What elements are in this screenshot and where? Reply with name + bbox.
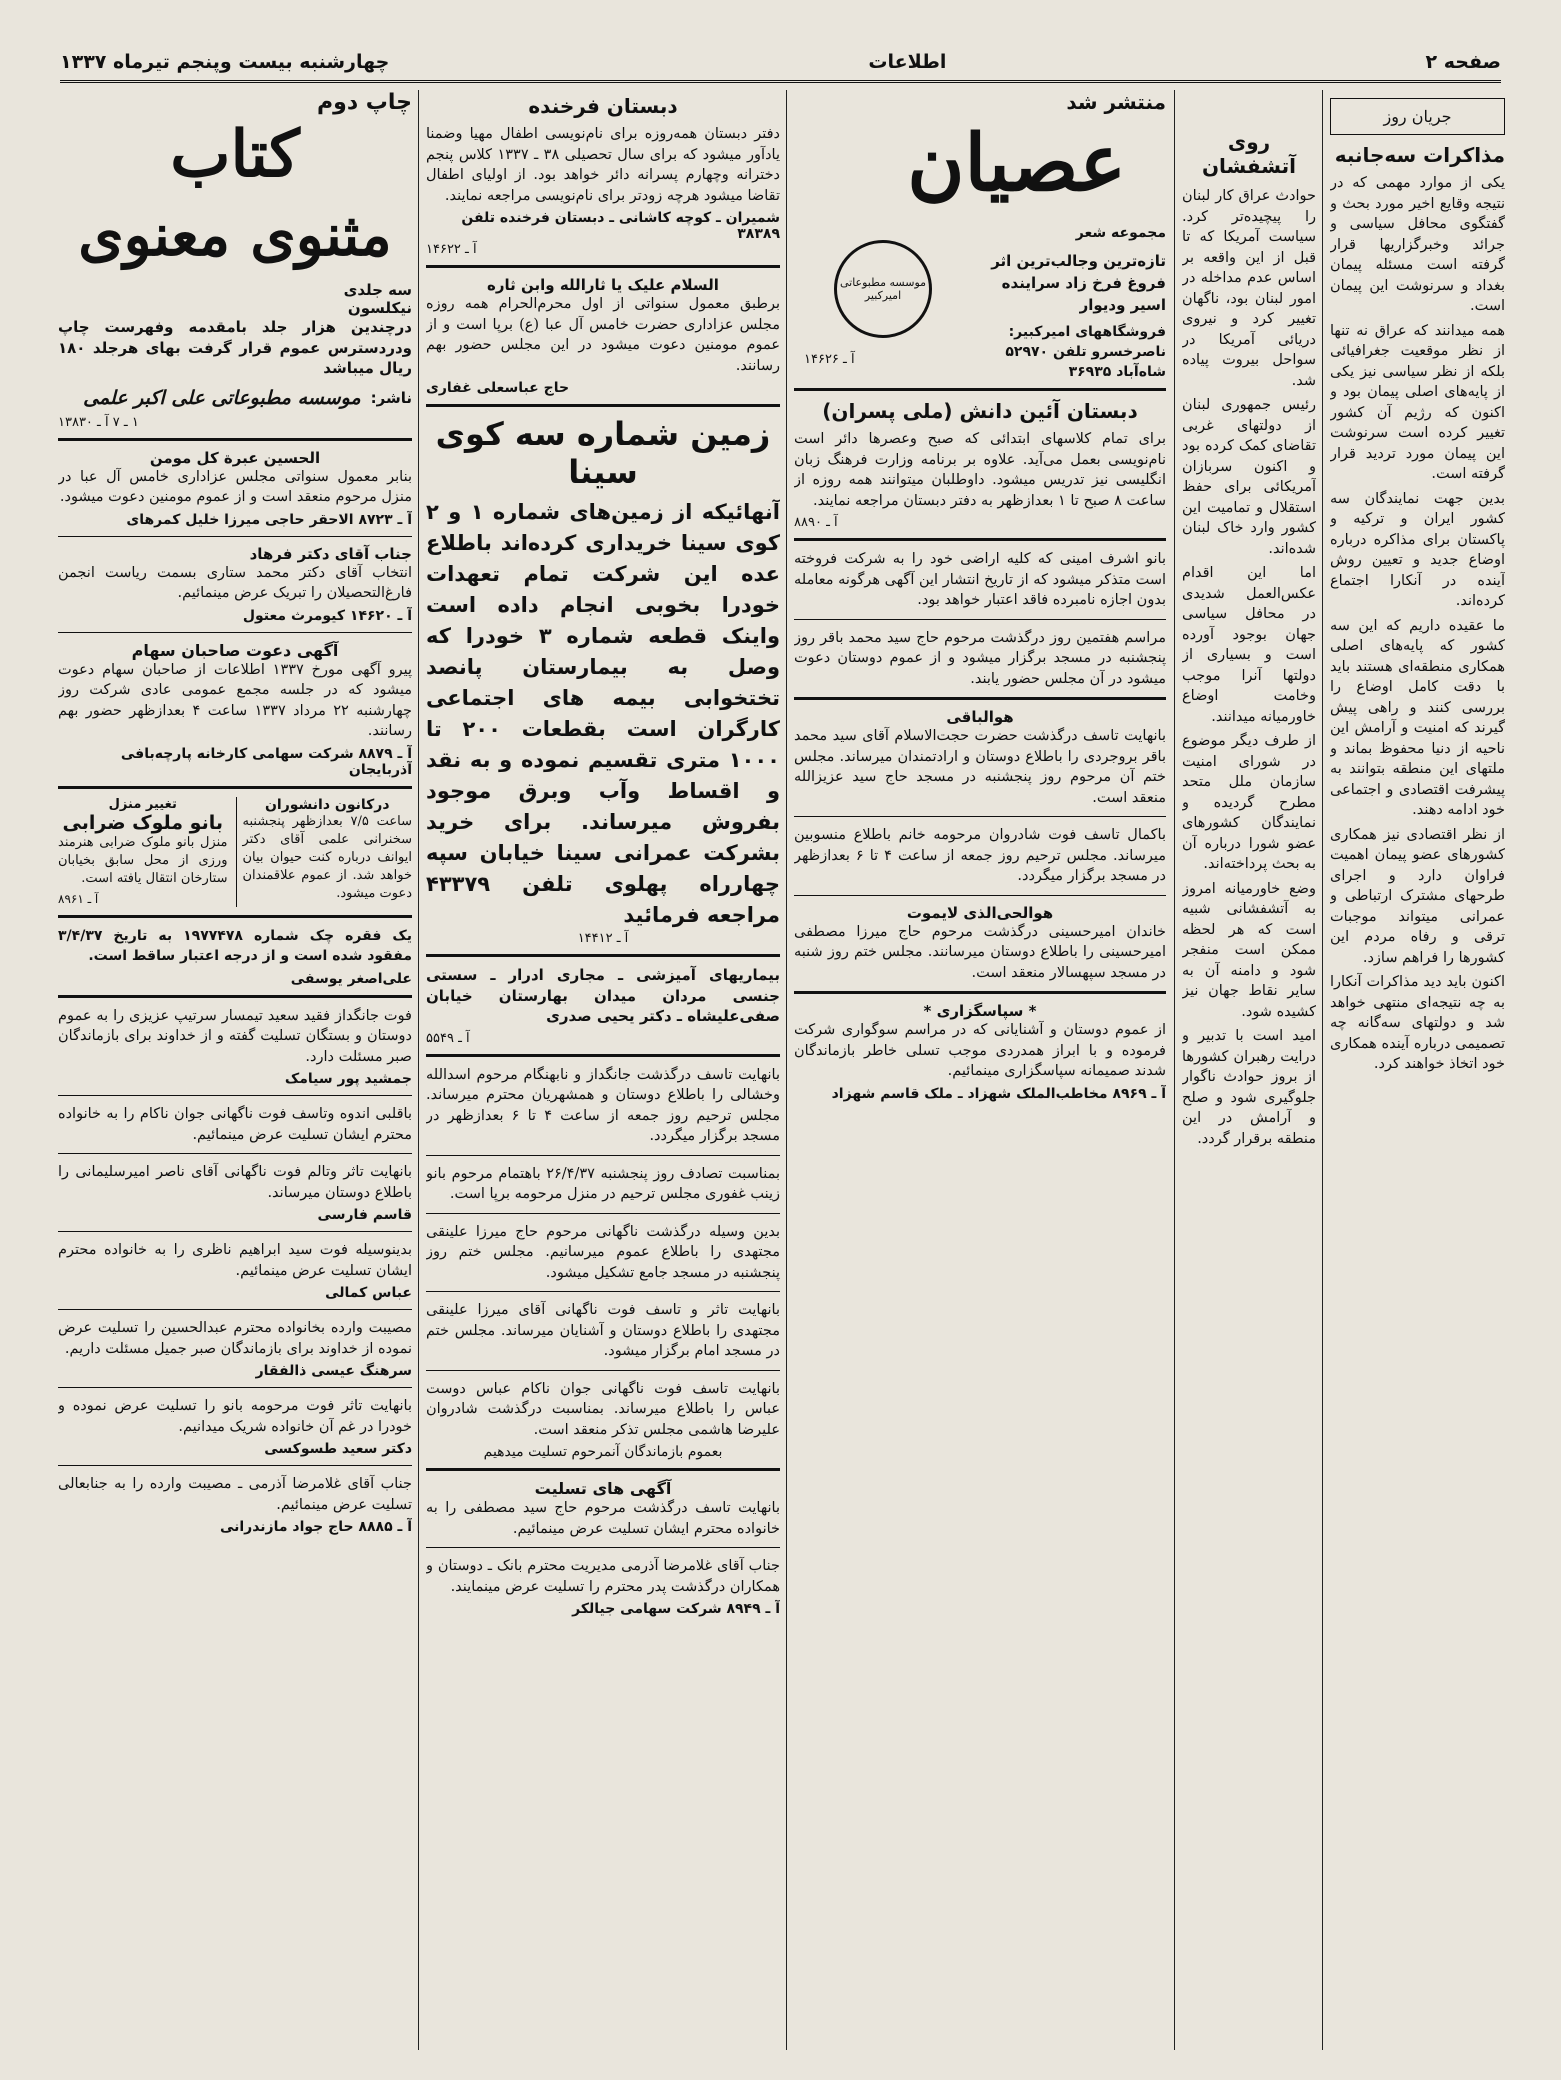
- religious-notice-text: برطبق معمول سنواتی از اول محرم‌الحرام همه روزه مجلس عزاداری حضرت خامس آل عبا (ع) برپا است و از عموم مومنین دعوت میشود در این مجلس حضور بهم رسانند.: [426, 296, 780, 374]
- book-genre: مجموعه شعر: [1075, 225, 1166, 241]
- signature-text: دکتر سعید طسوکسی: [264, 1441, 412, 1457]
- condolence-heading: آگهی های تسلیت: [534, 1479, 672, 1498]
- commentary-headline: روی آتشفشان: [1201, 130, 1297, 178]
- obituary-text: بانهایت تاسف فوت ناگهانی جوان ناکام عباس دوست عباس را باطلاع میرساند. بمناسبت درگذشت شادروان علیرضا هاشمی مجلس تذکر منعقد است.: [426, 1380, 780, 1438]
- notice-heading: الحسین عبرة کل مومن: [149, 448, 321, 467]
- small-ads-row: [58, 797, 412, 907]
- ads-column-center-left: [426, 90, 780, 2050]
- condolence-signature: [58, 1519, 412, 1535]
- commentary-paragraph: اما این اقدام عکس‌العمل شدیدی در محافل سیاسی جهان بوجود آورده است و بسیاری از دولتها آنرا موجب وخامت اوضاع خاورمیانه میدانند.: [1182, 565, 1316, 725]
- address-change-title: تغییر منزل: [108, 796, 177, 812]
- ad-code: آ ـ ۱۴۶۲۶: [804, 352, 855, 367]
- commentary-paragraph: وضع خاورمیانه امروز به آتشفشانی شبیه است که هر لحظه ممکن است منفجر شود و دامنه آن به سایر نقاط جهان نیز کشیده شود.: [1182, 880, 1316, 1020]
- religious-notice-signature: [426, 380, 780, 396]
- notice-signature: [58, 608, 412, 624]
- book-tagline: تازه‌ترین وجالب‌ترین اثر فروغ فرخ زاد سراینده اسیر ودیوار: [991, 252, 1166, 314]
- thanks-heading: * سپاسگزاری *: [923, 1002, 1037, 1020]
- commentary-paragraph: حوادث عراق کار لبنان را پیچیده‌تر کرد. سیاست آمریکا که تا قبل از این واقعه بر اساس عدم مداخله در امور لبنان بود، ناگهان تغییر کرد و نیروی دریائی آمریکا در سواحل بیروت پیاده شد.: [1182, 188, 1316, 389]
- issue-date: چهارشنبه بیست وپنجم تیرماه ۱۳۳۷: [60, 51, 390, 73]
- publisher-logo-text: موسسه مطبوعاتی امیرکبیر: [839, 276, 927, 302]
- ad-code: آ ـ ۵۵۴۹: [426, 1030, 470, 1046]
- condolence-text: بانهایت تاسف درگذشت مرحوم حاج سید مصطفی را به خانواده محترم ایشان تسلیت عرض مینمائیم.: [426, 1500, 780, 1537]
- condolence-text: بانهایت تاثر فوت مرحومه بانو را تسلیت عرض نموده و خودرا در غم آن خانواده شریک میدانیم.: [58, 1398, 412, 1435]
- editorial-paragraph: همه میدانند که عراق نه تنها از نظر موقعیت جغرافیائی بلکه از نظر سیاسی نیز یکی از پایه‌های اصلی پیمان بود و اکنون که رژیم آن کشور تغییر کرده است سرنوشت این پیمان مورد تردید قرار گرفته است.: [1330, 322, 1505, 482]
- school-address: شمیران ـ کوچه کاشانی ـ دبستان فرخنده تلفن ۳۸۳۸۹: [461, 210, 780, 242]
- signature-text: آ ـ ۸۸۸۵ حاج جواد مازندرانی: [219, 1519, 412, 1535]
- book-ad-name: مثنوی معنوی: [78, 201, 392, 269]
- second-edition-label: چاپ دوم: [317, 90, 412, 115]
- publisher-logo: [834, 240, 932, 338]
- editorial-paragraph: اکنون باید دید مذاکرات آنکارا به چه نتیجه‌ای منتهی خواهد شد و دولتهای سه‌گانه چه تصمیمی درباره آینده همکاری خود اتخاذ خواهند کرد.: [1330, 974, 1505, 1072]
- signature-text: عباس کمالی: [325, 1285, 412, 1301]
- page-number: صفحه ۲: [1425, 51, 1501, 73]
- column-rule: [1174, 90, 1175, 2050]
- ad-code: آ ـ ۸۹۶۱: [58, 891, 99, 906]
- condolence-signature: [58, 1207, 412, 1223]
- obituary-text: خاندان امیرحسینی درگذشت مرحوم حاج میرزا مصطفی امیرحسینی را باطلاع دوستان میرسانند. مجلس ختم روز شنبه در مسجد سپهسالار منعقد است.: [794, 923, 1166, 981]
- signature-text: جمشید پور سیامک: [284, 1071, 412, 1087]
- book-editor: نیکلسون: [347, 299, 412, 317]
- condolence-signature: [58, 1071, 412, 1087]
- notice-text: بنابر معمول سنواتی مجلس عزاداری خامس آل عبا در منزل مرحوم منعقد است و از عموم مومنین دعوت میشود.: [58, 468, 412, 505]
- lecture-title: درکانون دانشوران: [264, 796, 390, 813]
- school-ad-text: دفتر دبستان همه‌روزه برای نام‌نویسی اطفال مهیا وضمنا یادآور میشود که برای سال تحصیلی ۳۸ ـ ۱۳۳۷ کلاس پنجم دخترانه وچهارم پسرانه دائر خواهد بود. از اولیای اطفال تقاضا میشود هرچه زودتر برای نام‌نویسی مراجعه نمایند.: [426, 126, 780, 204]
- notice-signature: [58, 746, 412, 778]
- book-volumes: سه جلدی: [343, 281, 412, 299]
- obituary-text: باکمال تاسف فوت شادروان مرحومه خانم باطلاع منسوبین میرساند. مجلس ترحیم روز جمعه از ساعت ۴ تا ۶ بعدازظهر در مسجد برگزار میگردد.: [794, 827, 1166, 884]
- commentary-paragraph: از طرف دیگر موضوع در شورای امنیت سازمان ملل متحد مطرح گردیده و نمایندگان کشورهای عضو شورا درباره آن به بحث پرداخته‌اند.: [1182, 733, 1316, 872]
- signature-text: آ ـ ۱۴۶۲۰ کیومرث معتول: [242, 607, 412, 624]
- address-change-ad: [58, 797, 228, 907]
- ad-code: ۱ ـ ۷ آ ـ ۱۳۸۳۰: [58, 414, 139, 430]
- ad-code: آ ـ ۱۴۶۲۲: [426, 242, 477, 257]
- daily-column-badge: جریان روز: [1330, 98, 1505, 135]
- school-ad-text: برای تمام کلاسهای ابتدائی که صبح وعصرها دائر است نام‌نویسی بعمل می‌آید. علاوه بر برنامه وزارت فرهنگ زبان انگلیسی نیز تدریس میشود. داوطلبان میتوانند همه روزه از ساعت ۸ صبح تا ۱ بعدازظهر به دفتر دبستان مراجعه نمایند.: [794, 431, 1166, 509]
- thanks-text: از عموم دوستان و آشنایانی که در مراسم سوگواری شرکت فرموده و با ابراز همدردی موجب تسلی خاطر بازماندگان شدند صمیمانه سپاسگزاری مینمائیم.: [794, 1022, 1166, 1079]
- condolence-text: بانهایت تاثر وتالم فوت ناگهانی آقای ناصر امیرسلیمانی را باطلاع دوستان میرساند.: [58, 1164, 412, 1201]
- lost-check-signature: [58, 971, 412, 987]
- notice-signature: [58, 512, 412, 528]
- publisher-line: [58, 387, 412, 409]
- editorial-headline: مذاکرات سه‌جانبه: [1334, 143, 1505, 167]
- condolence-signature: [58, 1285, 412, 1301]
- commentary-column: [1182, 90, 1316, 2050]
- condolence-signature: [58, 1363, 412, 1379]
- condolence-text: باقلبی اندوه وتاسف فوت ناگهانی جوان ناکام را به خانواده محترم ایشان تسلیت عرض مینمائیم.: [58, 1106, 412, 1143]
- editorial-paragraph: یکی از موارد مهمی که در نتیجه وقایع اخیر مورد بحث و گفتگوی محافل سیاسی و جرائد وخبرگزاریها قرار گرفته است مسئله پیمان بغداد و سرنوشت این پیمان است.: [1330, 175, 1505, 314]
- lost-check-notice: یک فقره چک شماره ۱۹۷۷۴۷۸ به تاریخ ۳/۴/۳۷ مفقود شده است و از درجه اعتبار ساقط است.: [58, 927, 412, 964]
- notice-heading: جناب آقای دکتر فرهاد: [249, 544, 412, 563]
- condolence-text: جناب آقای غلامرضا آذرمی مدیریت محترم بانک ـ دوستان و همکاران درگذشت پدر محترم را تسلیت عرض مینمایند.: [426, 1558, 780, 1595]
- lecture-ad: [236, 797, 413, 907]
- condolence-text: فوت جانگداز فقید سعید تیمسار سرتیپ عزیزی را به عموم دوستان و بستگان تسلیت گفته و از خداوند برای بازماندگان صبر مسئلت دارد.: [58, 1007, 412, 1065]
- condolence-text: جناب آقای غلامرضا آذرمی ـ مصیبت وارده را به جنابعالی تسلیت عرض مینمائیم.: [58, 1476, 412, 1513]
- column-rule: [1322, 90, 1323, 2050]
- land-ad-text: آنهائیکه از زمین‌های شماره ۱ و ۲ کوی سینا خریداری کرده‌اند باطلاع عده این شرکت تمام تعهدات خودرا بخوبی انجام داده است واینک قطعه شماره ۳ خودرا که وصل به بیمارستان پانصد تختخوابی بیمه های اجتماعی کارگران است بقطعات ۲۰۰ تا ۱۰۰۰ متری تقسیم نموده و به نقد و اقساط وآب وبرق موجود بفروش میرساند. برای خرید بشرکت عمرانی سینا خیابان سپه چهارراه پهلوی تلفن ۴۳۳۷۹ مراجعه فرمائید: [426, 500, 780, 927]
- book-ad-osyan: [794, 90, 1166, 380]
- book-title: عصیان: [907, 118, 1126, 209]
- signature-text: آ ـ ۸۹۶۹ مخاطب‌الملک شهزاد ـ ملک قاسم شهزاد: [831, 1085, 1166, 1102]
- thanks-signature: [794, 1086, 1166, 1102]
- editorial-column: [1330, 90, 1505, 2050]
- editorial-paragraph: بدین جهت نمایندگان سه کشور ایران و ترکیه و پاکستان برای مذاکره درباره اوضاع جدید و تعیین روش آینده در آنکارا اجتماع کرده‌اند.: [1330, 490, 1505, 609]
- book-ad-text: درچندین هزار جلد بامقدمه وفهرست چاپ ودردسترس عموم قرار گرفت بهای هرجلد ۱۸۰ ریال میباشد: [58, 318, 412, 377]
- book-ad-title: کتاب: [170, 117, 300, 192]
- lecture-text: ساعت ۷/۵ بعدازظهر پنجشنبه سخنرانی علمی آقای دکتر ایوانف درباره کنت حیوان بیان خواهد شد. از عموم علاقمندان دعوت میشود.: [242, 813, 412, 901]
- condolence-signature: [58, 1441, 412, 1457]
- published-label: منتشر شد: [1066, 90, 1166, 114]
- notice-text: پیرو آگهی مورخ ۱۳۳۷ اطلاعات از صاحبان سهام دعوت میشود که در جلسه مجمع عمومی عادی شرکت روز چهارشنبه ۲۲ مرداد ۱۳۳۷ ساعت ۴ بعدازظهر حضور بهم رسانند.: [58, 661, 412, 739]
- land-ad-headline: زمین شماره سه کوی سینا: [435, 415, 771, 491]
- ads-column-center-right: [794, 90, 1166, 2050]
- signature-text: آ ـ ۸۹۴۹ شرکت سهامی جیالکر: [572, 1601, 780, 1617]
- obituary-text: بانهایت تاسف درگذشت حضرت حجت‌الاسلام آقای سید محمد باقر بروجردی را باطلاع دوستان و ارادتمندان میرساند. مجلس ختم آن مرحوم روز پنجشنبه در مسجد حاج سید عزیزالله منعقد است.: [794, 728, 1166, 806]
- obit-heading: هوالباقی: [946, 708, 1014, 726]
- notice-text: بانو اشرف امینی که کلیه اراضی خود را به شرکت فروخته است متذکر میشود که از تاریخ انتشار این آگهی هرگونه معامله بدون اجازه نامبرده فاقد اعتبار خواهد بود.: [794, 551, 1166, 608]
- obituary-text: بمناسبت تصادف روز پنجشنبه ۲۶/۴/۳۷ باهتمام مرحوم بانو زینب غفوری مجلس ترحیم در منزل مرحومه برپا است.: [426, 1165, 780, 1202]
- column-rule: [418, 90, 419, 2050]
- condolence-signature: [426, 1601, 780, 1617]
- newspaper-name: اطلاعات: [868, 51, 947, 73]
- masthead: [60, 44, 1501, 83]
- school-ad-footer: [426, 210, 780, 242]
- obit-heading: هوالحی‌الذی لایموت: [906, 903, 1054, 922]
- signature-text: علی‌اصغر یوسفی: [290, 970, 412, 987]
- commentary-paragraph: امید است با تدبیر و درایت رهبران کشورها از بروز حوادث ناگوار جلوگیری شود و صلح و آرامش در این منطقه برقرار گردد.: [1182, 1028, 1316, 1147]
- condolence-text: بدینوسیله فوت سید ابراهیم ناظری را به خانواده محترم ایشان تسلیت عرض مینمائیم.: [58, 1242, 412, 1279]
- publisher-name: موسسه مطبوعاتی علی اکبر علمی: [83, 386, 361, 409]
- ads-column-left: [58, 90, 412, 2050]
- obituary-text: بدین وسیله درگذشت ناگهانی مرحوم حاج میرزا علینقی مجتهدی را باطلاع عموم میرسانیم. مجلس ختم روز پنجشنبه در مسجد جامع تشکیل میشود.: [426, 1223, 780, 1281]
- signature-text: سرهنگ عیسی ذالفقار: [255, 1363, 412, 1379]
- obituary-text: بانهایت تاثر و تاسف فوت ناگهانی آقای میرزا علینقی مجتهدی را باطلاع دوستان و آشنایان میرساند. مجلس ختم در مسجد امام برگزار میشود.: [426, 1302, 780, 1359]
- bookstore-info: فروشگاههای امیرکبیر: ناصرخسرو تلفن ۵۲۹۷۰ شاه‌آباد ۳۶۹۳۵: [1005, 324, 1166, 380]
- obituary-text: بانهایت تاسف درگذشت جانگداز و نابهنگام مرحوم اسدالله وخشالی را باطلاع دوستان و همشهریان محترم میرساند. مجلس ترحیم روز جمعه از ساعت ۴ تا ۶ بعدازظهر در مسجد برگزار میگردد.: [426, 1066, 780, 1144]
- signature-text: آ ـ ۸۷۲۳ الاحقر حاجی میرزا خلیل کمرهای: [126, 511, 412, 528]
- publisher-label: ناشر:: [370, 388, 412, 407]
- address-change-name: بانو ملوک ضرابی: [62, 811, 223, 834]
- notice-heading: آگهی دعوت صاحبان سهام: [131, 640, 339, 660]
- religious-heading: السلام علیک یا ثارالله وابن ثاره: [487, 276, 719, 294]
- commentary-paragraph: رئیس جمهوری لبنان از دولتهای غربی تقاضای کمک کرده بود و اکنون سربازان آمریکائی برای حفظ استقلال و تمامیت این کشور وارد خاک لبنان شده‌اند.: [1182, 397, 1316, 557]
- notice-text: انتخاب آقای دکتر محمد ستاری بسمت ریاست انجمن فارغ‌التحصیلان را تبریک عرض مینمائیم.: [58, 564, 412, 601]
- editorial-paragraph: ما عقیده داریم که این سه کشور که پایه‌های اصلی همکاری منطقه‌ای هستند باید با دقت کامل اوضاع را بررسی کنند و راهی پیش گیرند که امنیت و آرامش این ناحیه از دنیا محفوظ بماند و ملتهای این منطقه بتوانند به پیشرفت اقتصادی و اجتماعی خود ادامه دهند.: [1330, 617, 1505, 818]
- column-rule: [786, 90, 787, 2050]
- address-change-text: منزل بانو ملوک ضرابی هنرمند ورزی از محل سابق بخیابان ستارخان انتقال یافته است.: [58, 834, 228, 886]
- notice-text: مراسم هفتمین روز درگذشت مرحوم حاج سید محمد باقر روز پنجشنبه در مسجد برگزار میشود و از عموم دوستان دعوت میشود در آن مجلس حضور یابند.: [794, 629, 1166, 687]
- editorial-paragraph: از نظر اقتصادی نیز همکاری کشورهای عضو پیمان اهمیت فراوان دارد و اجرای طرحهای مشترک ارتباطی و عمرانی میتواند موجبات ترقی و رفاه مردم این کشورها را فراهم سازد.: [1330, 826, 1505, 966]
- condolence-text: مصیبت وارده بخانواده محترم عبدالحسین را تسلیت عرض نموده از خداوند برای بازماندگان صبر جمیل مسئلت داریم.: [58, 1320, 412, 1357]
- signature-text: حاج عباسعلی غفاری: [426, 380, 570, 396]
- signature-text: آ ـ ۸۸۷۹ شرکت سهامی کارخانه پارچه‌بافی آذربایجان: [120, 745, 412, 778]
- school-ad-code: آ ـ ۸۸۹۰: [794, 515, 838, 530]
- ad-code: آ ـ ۱۴۴۱۲: [577, 931, 629, 946]
- school-ad-title: دبستان فرخنده: [528, 94, 678, 118]
- clinic-ad-text: بیماریهای آمیزشی ـ مجاری ادرار ـ سستی جنسی مردان میدان بهارستان خیابان صفی‌علیشاه ـ دکتر یحیی صدری: [426, 966, 780, 1025]
- school-ad-title: دبستان آئین دانش (ملی پسران): [822, 399, 1138, 423]
- signature-text: قاسم فارسی: [317, 1207, 412, 1223]
- obituary-footer: بعموم بازماندگان آنمرحوم تسلیت میدهیم: [483, 1444, 723, 1460]
